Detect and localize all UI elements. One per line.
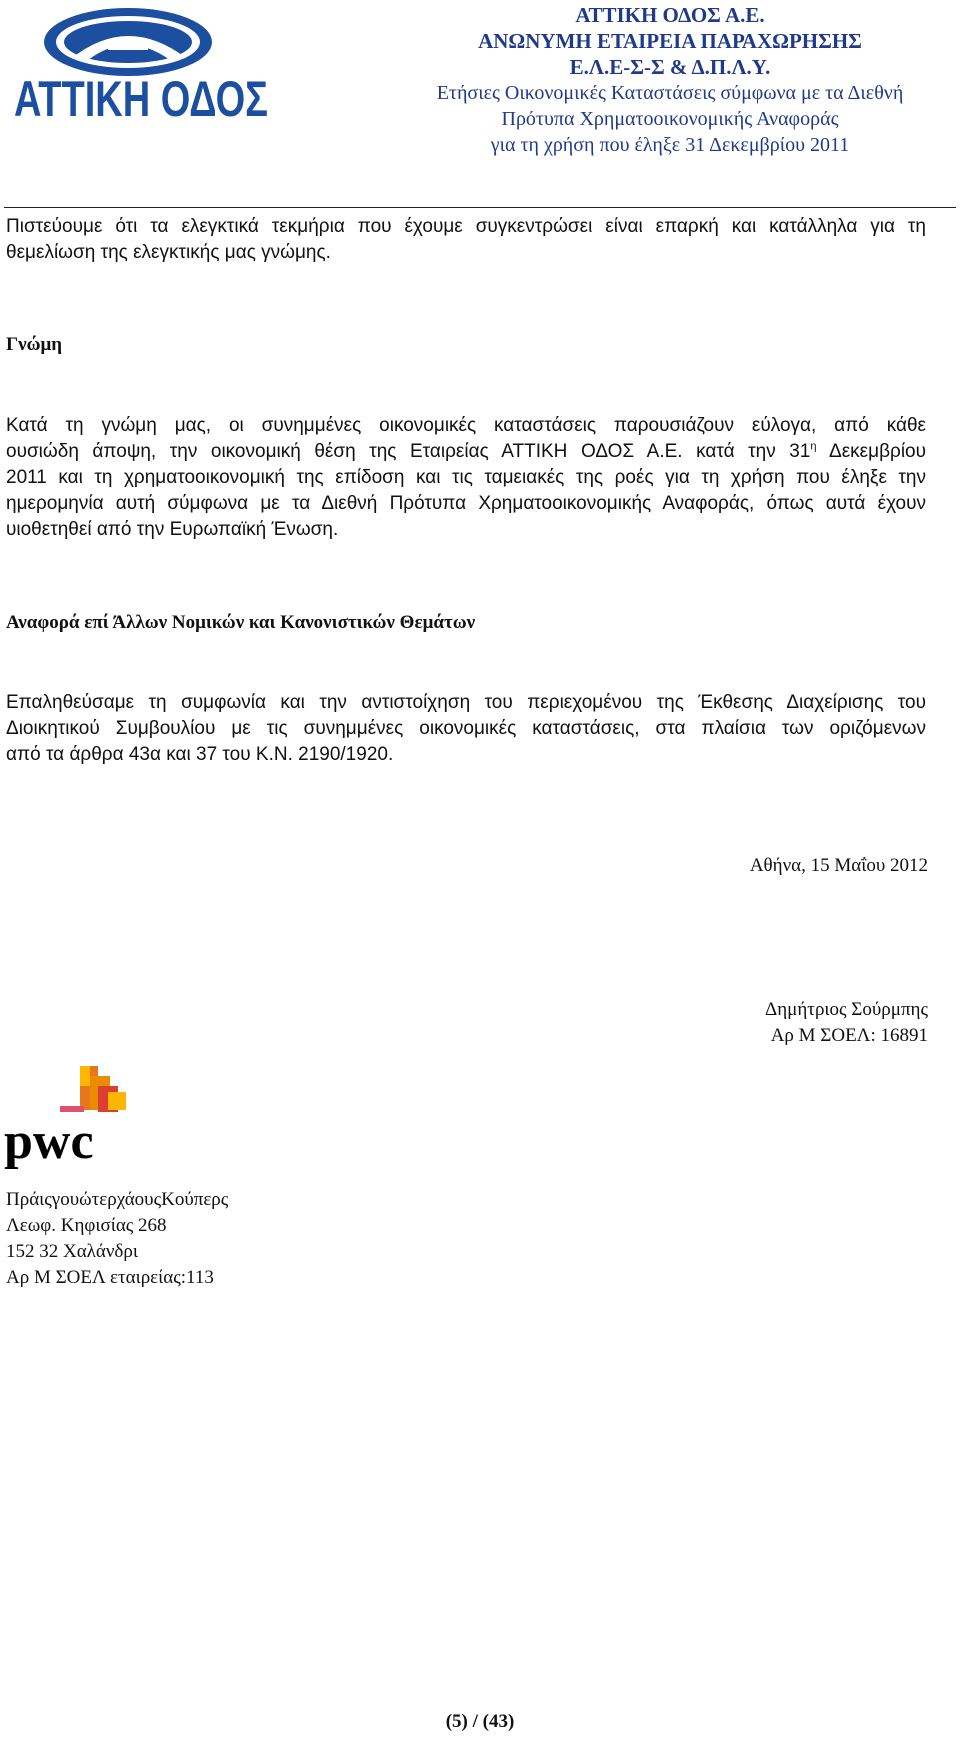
legal-line: Επαληθεύσαμε τη συμφωνία και την αντιστοίχηση του περιεχομένου της Έκθεσης Διαχείρισης του [6,692,926,713]
company-type: ΑΝΩΝΥΜΗ ΕΤΑΙΡΕΙΑ ΠΑΡΑΧΩΡΗΣΗΣ [478,29,862,53]
report-title-line-1: Ετήσιες Οικονομικές Καταστάσεις σύμφωνα με τα Διεθνή [436,82,904,104]
auditor-signature [765,997,928,1049]
legal-heading: Αναφορά επί Άλλων Νομικών και Κανονιστικών Θεμάτων [6,612,476,633]
ordinal-superscript: η [810,440,817,453]
intro-paragraph [6,214,926,266]
report-title-line-2: Πρότυπα Χρηματοοικονομικής Αναφοράς [501,108,839,130]
place-date: Αθήνα, 15 Μαΐου 2012 [749,855,928,876]
opinion-line-2-month: Δεκεμβρίου [816,441,926,462]
pwc-logo-text: pwc [4,1113,94,1170]
company-name: ΑΤΤΙΚΗ ΟΔΟΣ Α.Ε. [575,3,765,27]
firm-street: Λεωφ. Κηφισίας 268 [6,1215,167,1236]
attiki-odos-logo [10,4,272,127]
opinion-line: Κατά τη γνώμη μας, οι συνημμένες οικονομικές καταστάσεις παρουσιάζουν εύλογα, από κάθε [6,415,926,436]
legal-line: Διοικητικού Συμβουλίου με τις συνημμένες οικονομικές καταστάσεις, στα πλαίσια των οριζόμενων [6,718,926,739]
auditor-registration: Αρ Μ ΣΟΕΛ: 16891 [770,1025,928,1046]
opinion-line: 2011 και τη χρηματοοικονομική της επίδοση και τις ταμειακές της ροές για τη χρήση που έληξε την [6,467,926,488]
document-header [390,2,950,158]
firm-name: ΠράιςγουώτερχάουςΚούπερς [6,1189,229,1210]
firm-address [6,1187,228,1291]
accounting-standards: Ε.Λ.Ε-Σ-Σ & Δ.Π.Λ.Υ. [569,55,771,79]
auditor-name: Δημήτριος Σούρμπης [765,999,928,1020]
firm-registration: Αρ Μ ΣΟΕΛ εταιρείας:113 [6,1267,214,1288]
legal-line: από τα άρθρα 43α και 37 του Κ.Ν. 2190/1920. [6,744,394,765]
opinion-heading: Γνώμη [6,334,63,355]
intro-line: Πιστεύουμε ότι τα ελεγκτικά τεκμήρια που έχουμε συγκεντρώσει είναι επαρκή και κατάλληλα για τη [6,216,926,237]
report-period: για τη χρήση που έληξε 31 Δεκεμβρίου 2011 [490,134,850,156]
opinion-paragraph [6,413,926,543]
opinion-line [6,439,926,465]
intro-line: θεμελίωση της ελεγκτικής μας γνώμης. [6,242,331,263]
attiki-logo-text: ΑΤΤΙΚΗ ΟΔΟΣ [14,71,268,127]
opinion-line: υιοθετηθεί από την Ευρωπαϊκή Ένωση. [6,519,339,540]
header-divider [4,207,956,208]
legal-paragraph [6,690,926,768]
page-number: (5) / (43) [445,1711,515,1732]
opinion-line: ημερομηνία αυτή σύμφωνα με τα Διεθνή Πρότυπα Χρηματοοικονομικής Αναφοράς, όπως αυτά έχουν [6,493,926,514]
firm-city: 152 32 Χαλάνδρι [6,1241,138,1262]
opinion-line-2-text: ουσιώδη άποψη, την οικονομική θέση της Εταιρείας ΑΤΤΙΚΗ ΟΔΟΣ Α.Ε. κατά την 31 [6,441,811,462]
pwc-logo [4,1062,130,1168]
